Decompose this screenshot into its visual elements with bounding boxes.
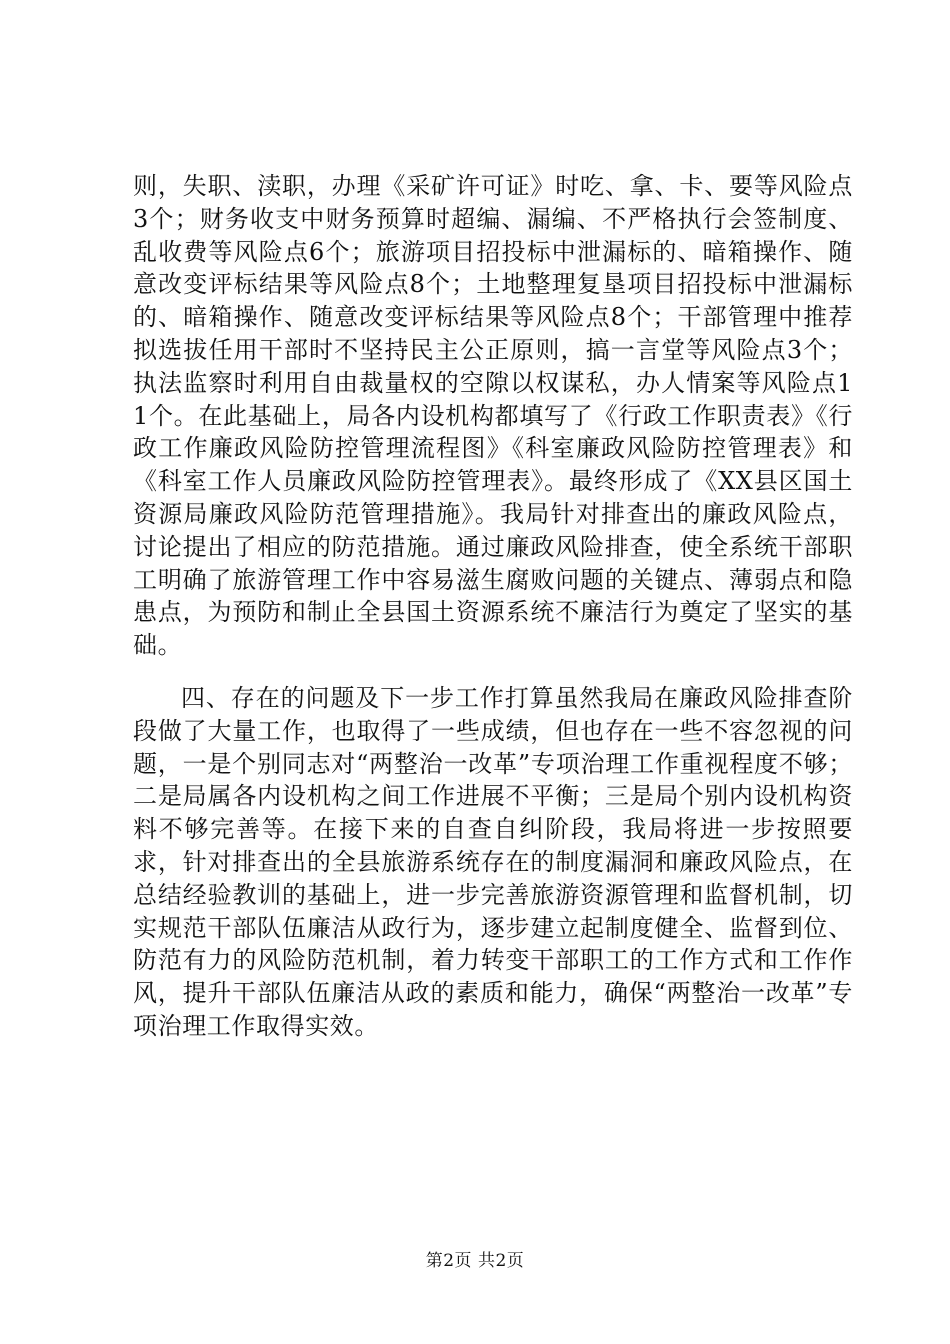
page-footer: 第2页 共2页 (425, 1251, 525, 1271)
document-body (133, 170, 853, 1043)
paragraph-problems-and-plans: 四、存在的问题及下一步工作打算虽然我局在廉政风险排查阶段做了大量工作，也取得了一些成绩，但也存在一些不容忽视的问题，一是个别同志对“两整治一改革”专项治理工作重视程度不够；二是局属各内设机构之间工作进展不平衡；三是局个别内设机构资料不够完善等。在接下来的自查自纠阶段，我局将进一步按照要求，针对排查出的全县旅游系统存在的制度漏洞和廉政风险点，在总结经验教训的基础上，进一步完善旅游资源管理和监督机制，切实规范干部队伍廉洁从政行为，逐步建立起制度健全、监督到位、防范有力的风险防范机制，着力转变干部职工的工作方式和工作作风，提升干部队伍廉洁从政的素质和能力，确保“两整治一改革”专项治理工作取得实效。 (133, 683, 853, 1040)
paragraph-risk-points: 则，失职、渎职，办理《采矿许可证》时吃、拿、卡、要等风险点3个；财务收支中财务预算时超编、漏编、不严格执行会签制度、乱收费等风险点6个；旅游项目招投标中泄漏标的、暗箱操作、随意改变评标结果等风险点8个；土地整理复垦项目招投标中泄漏标的、暗箱操作、随意改变评标结果等风险点8个；干部管理中推荐拟选拔任用干部时不坚持民主公正原则，搞一言堂等风险点3个；执法监察时利用自由裁量权的空隙以权谋私，办人情案等风险点11个。在此基础上，局各内设机构都填写了《行政工作职责表》《行政工作廉政风险防控管理流程图》《科室廉政风险防控管理表》和《科室工作人员廉政风险防控管理表》。最终形成了《XX县区国土资源局廉政风险防范管理措施》。我局针对排查出的廉政风险点，讨论提出了相应的防范措施。通过廉政风险排查，使全系统干部职工明确了旅游管理工作中容易滋生腐败问题的关键点、薄弱点和隐患点，为预防和制止全县国土资源系统不廉洁行为奠定了坚实的基础。 (133, 172, 853, 660)
